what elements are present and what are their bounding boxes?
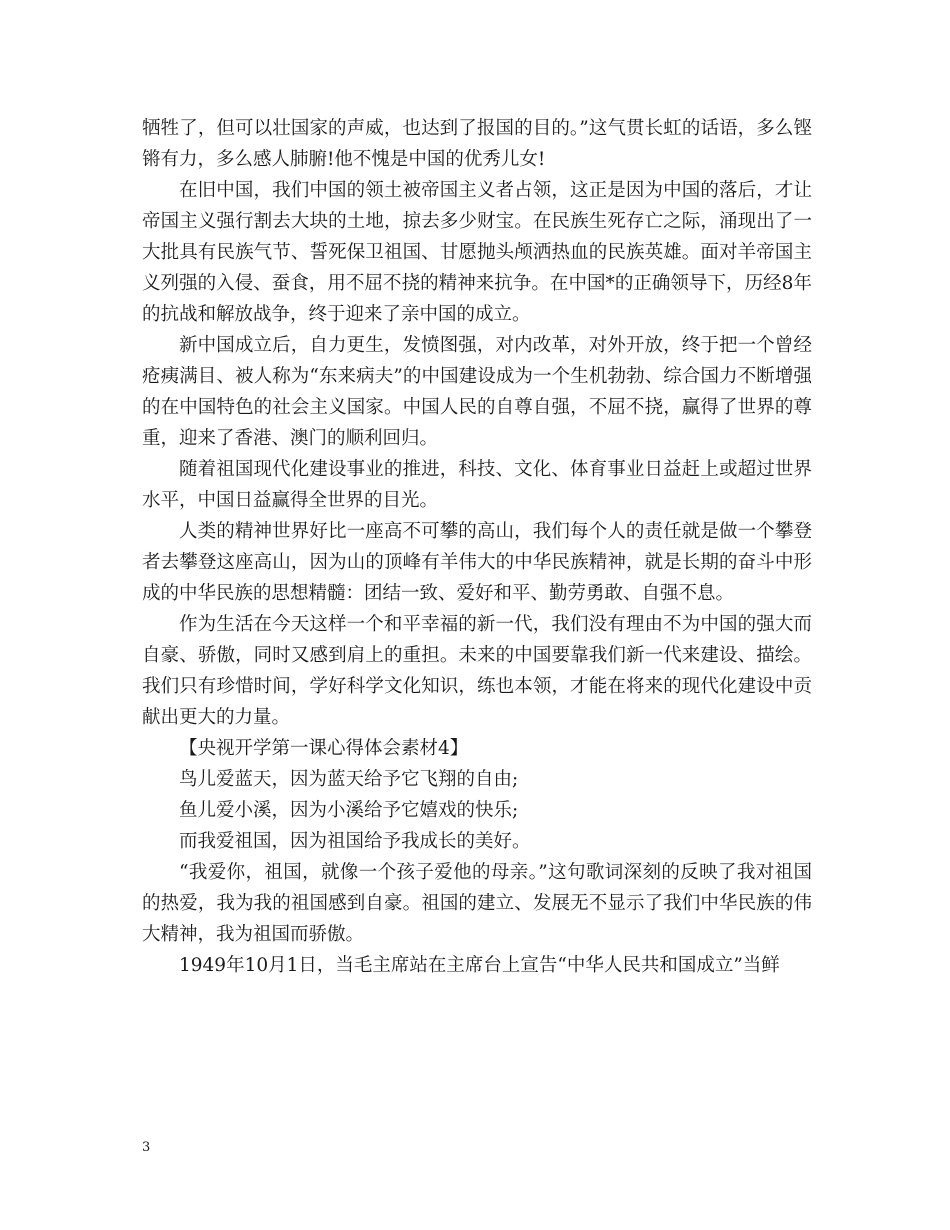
verse-line-3: 而我爱祖国，因为祖国给予我成长的美好。 bbox=[179, 831, 531, 852]
document-body bbox=[142, 113, 812, 981]
paragraph-6: 作为生活在今天这样一个和平幸福的新一代，我们没有理由不为中国的强大而自豪、骄傲，同时又感到肩上的重担。未来的中国要靠我们新一代来建设、描绘。我们只有珍惜时间，学好科学文化知识，练也本领，才能在将来的现代化建设中贡献出更大的力量。 bbox=[142, 614, 812, 728]
paragraph-4: 随着祖国现代化建设事业的推进，科技、文化、体育事业日益赶上或超过世界水平，中国日益赢得全世界的目光。 bbox=[142, 459, 812, 511]
section-heading: 【央视开学第一课心得体会素材4】 bbox=[179, 738, 469, 759]
page-number: 3 bbox=[142, 1140, 151, 1155]
verse-line-2: 鱼儿爱小溪，因为小溪给予它嬉戏的快乐; bbox=[179, 800, 519, 821]
verse-line-1: 鸟儿爱蓝天，因为蓝天给予它飞翔的自由; bbox=[179, 769, 519, 790]
paragraph-7: “我爱你，祖国，就像一个孩子爱他的母亲。”这句歌词深刻的反映了我对祖国的热爱，我为我的祖国感到自豪。祖国的建立、发展无不显示了我们中华民族的伟大精神，我为祖国而骄傲。 bbox=[142, 862, 812, 945]
paragraph-1: 牺牲了，但可以壮国家的声威，也达到了报国的目的。”这气贯长虹的话语，多么铿锵有力，多么感人肺腑!他不愧是中国的优秀儿女! bbox=[142, 118, 812, 170]
paragraph-5: 人类的精神世界好比一座高不可攀的高山，我们每个人的责任就是做一个攀登者去攀登这座高山，因为山的顶峰有羊伟大的中华民族精神，就是长期的奋斗中形成的中华民族的思想精髓：团结一致、爱好和平、勤劳勇敢、自强不息。 bbox=[142, 521, 812, 604]
paragraph-2: 在旧中国，我们中国的领土被帝国主义者占领，这正是因为中国的落后，才让帝国主义强行割去大块的土地，掠去多少财宝。在民族生死存亡之际，涌现出了一大批具有民族气节、誓死保卫祖国、甘愿抛头颅洒热血的民族英雄。面对羊帝国主义列强的入侵、蚕食，用不屈不挠的精神来抗争。在中国*的正确领导下，历经8年的抗战和解放战争，终于迎来了亲中国的成立。 bbox=[142, 180, 812, 325]
paragraph-8: 1949年10月1日，当毛主席站在主席台上宣告“中华人民共和国成立”当鲜 bbox=[179, 955, 780, 976]
paragraph-3: 新中国成立后，自力更生，发愤图强，对内改革，对外开放，终于把一个曾经疮痍满目、被人称为“东来病夫”的中国建设成为一个生机勃勃、综合国力不断增强的在中国特色的社会主义国家。中国人民的自尊自强，不屈不挠，赢得了世界的尊重，迎来了香港、澳门的顺利回归。 bbox=[142, 335, 812, 449]
